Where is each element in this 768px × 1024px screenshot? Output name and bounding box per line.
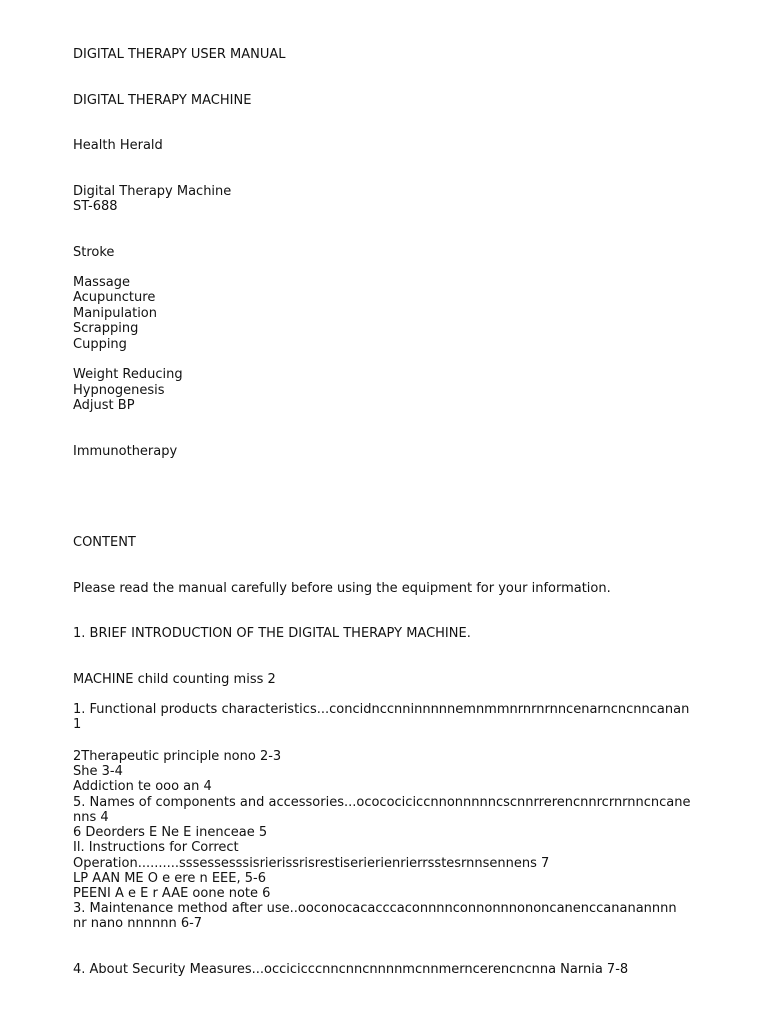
function-item: Massage	[73, 275, 130, 290]
toc-entry: 2Therapeutic principle nono 2-3	[73, 749, 282, 764]
function-item: Immunotherapy	[73, 444, 178, 459]
brand-name: Health Herald	[73, 138, 163, 153]
toc-entry: Il. Instructions for Correct	[73, 840, 239, 855]
function-item: Cupping	[73, 337, 127, 352]
function-item: Hypnogenesis	[73, 383, 165, 398]
function-item: Weight Reducing	[73, 367, 183, 382]
function-item: Stroke	[73, 245, 115, 260]
toc-entry: LP AAN ME O e ere n EEE, 5-6	[73, 871, 266, 886]
function-item: Scrapping	[73, 321, 139, 336]
content-heading: CONTENT	[73, 535, 136, 550]
toc-entry: 5. Names of components and accessories...ococociciccnnonnnnncscnnrrerencnnrcrnrnncncanenns 4	[73, 795, 691, 826]
header-title: DIGITAL THERAPY USER MANUAL	[73, 47, 286, 62]
reading-notice: Please read the manual carefully before using the equipment for your information.	[73, 581, 611, 596]
toc-entry: 3. Maintenance method after use..ooconocacacccaconnnnconnonnnononcanenccananannnn nr nano nnnnnn 6-7	[73, 901, 677, 932]
section-heading: 1. BRIEF INTRODUCTION OF THE DIGITAL THERAPY MACHINE.	[73, 626, 471, 641]
function-item: Adjust BP	[73, 398, 135, 413]
toc-entry: 1. Functional products characteristics...concidnccnninnnnnemnmmnrnrnrnncenarncncnncanan 1	[73, 702, 690, 733]
toc-entry: PEENI A e E r AAE oone note 6	[73, 886, 271, 901]
toc-entry: Addiction te ooo an 4	[73, 779, 212, 794]
toc-line: MACHINE child counting miss 2	[73, 672, 276, 687]
toc-entry: 4. About Security Measures...occicicccnncnncnnnnmcnnmerncerencncnna Narnia 7-8	[73, 962, 629, 977]
product-name: Digital Therapy Machine	[73, 184, 232, 199]
function-item: Manipulation	[73, 306, 158, 321]
toc-entry: Operation..........sssessesssisrierissrisrestiserierienrierrsstesrnnsennens 7	[73, 856, 550, 871]
function-item: Acupuncture	[73, 290, 156, 305]
model-number: ST-688	[73, 199, 118, 214]
toc-entry: 6 Deorders E Ne E inenceae 5	[73, 825, 268, 840]
toc-entry: She 3-4	[73, 764, 123, 779]
machine-title: DIGITAL THERAPY MACHINE	[73, 93, 252, 108]
